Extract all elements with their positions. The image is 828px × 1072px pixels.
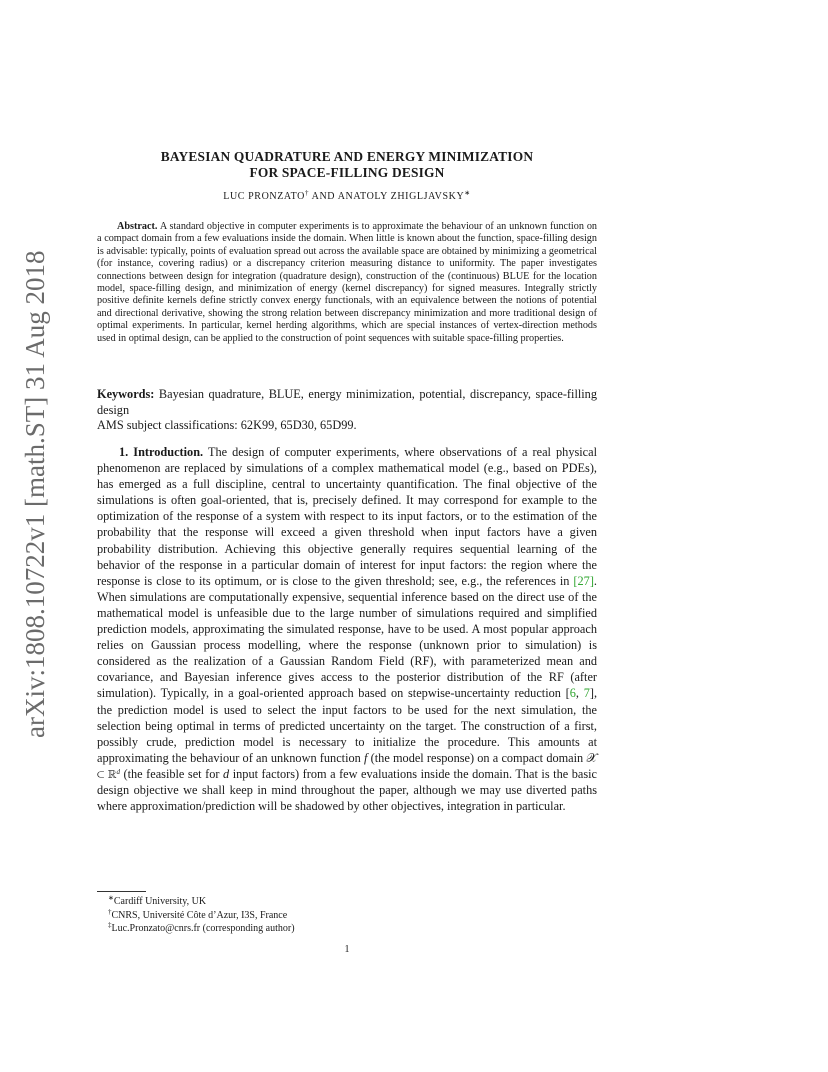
footnote-rule [97,891,146,892]
math-d-superscript: d [116,767,120,776]
title-line-2: FOR SPACE-FILLING DESIGN [249,165,445,180]
page-number: 1 [344,944,350,955]
footnote-3-text: Luc.Pronzato@cnrs.fr (corresponding author) [111,923,295,935]
citation-link-27[interactable]: [27] [573,573,594,588]
author-2: ANATOLY ZHIGLJAVSKY [337,191,465,202]
intro-text-part-4: (the model response) on a compact domain [370,750,584,765]
footnote-3 [108,922,508,936]
citation-separator: , [575,686,584,701]
arxiv-identifier-stamp: arXiv:1808.10722v1 [math.ST] 31 Aug 2018 [20,250,50,738]
intro-text-part-2: . When simulations are computationally expensive, sequential inference based on the direct use of the mathematical model is unfeasible due to the large number of simulations required and simplified prediction models, approximating the simulated response, have to be used. A most popular approach relies on Gaussian process modelling, where the response (unknown prior to simulation) is considered as the realization of a Gaussian Random Field (RF), with parameterized mean and covariance, and Bayesian inference gives access to the posterior distribution of the RF (after simulation). Typically, in a goal-oriented approach based on stepwise-uncertainty reduction [ [97,573,597,701]
footnote-2-text: CNRS, Université Côte d’Azur, I3S, France [111,909,288,921]
author-line [96,191,598,202]
abstract [97,221,597,345]
footnote-1-text: Cardiff University, UK [113,896,207,907]
footnote-3-mark: ‡ [108,921,112,930]
intro-text-part-5: (the feasible set for [123,766,220,781]
ams-classifications: AMS subject classifications: 62K99, 65D30, 65D99. [97,418,357,432]
abstract-text: A standard objective in computer experiments is to approximate the behaviour of an unknown function on a compact domain from a few evaluations inside the domain. When little is known about the function, space-filling design is advisable: typically, points of evaluation spread out across the available space are obtained by minimizing a geometrical (for instance, covering radius) or a discrepancy criterion measuring distance to uniformity. The paper investigates connections between design for integration (quadrature design), construction of the (continuous) BLUE for the location model, space-filling design, and minimization of energy (kernel discrepancy) for signed measures. Integrally strictly positive definite kernels define strictly convex energy functionals, with an equivalence between the notions of potential and directional derivative, showing the strong relation between discrepancy minimization and more traditional design of optimal experiments. In particular, kernel herding algorithms, which are special instances of vertex-direction methods used in optimal design, can be applied to the construction of point sequences with suitable space-filling properties. [97,221,598,344]
intro-text-part-3: ], the prediction model is used to select the input factors to be used for the next simulation, the selection being optimal in terms of predicted uncertainty on the target. The construction of a first, possibly crude, prediction model is necessary to initialize the procedure. This amounts at approximating the behaviour of an unknown function [97,686,598,765]
footnote-1-mark: ∗ [108,894,114,902]
citation-link-7[interactable]: 7 [583,686,590,701]
paper-title [96,149,598,181]
author-conjunction: AND [311,191,336,202]
introduction-section [97,444,597,814]
intro-text-part-1: The design of computer experiments, where observations of a real physical phenomenon are replaced by simulations of a complex mathematical model (e.g., based on PDEs), has emerged as a full discipline, central to uncertainty quantification. The final objective of the simulations is often goal-oriented, that is, precisely defined. It may correspond for example to the optimization of the response of a system with respect to its input factors, or to the estimation of the probability that the response will exceed a given threshold when input factors have a given probability distribution. Achieving this objective generally requires sequential learning of the behavior of the response in a particular domain of interest for input factors: the region where the response is close to its optimum, or is close to the given threshold; see, e.g., the references in [97,445,598,588]
footnote-2-mark: † [108,907,112,916]
section-heading: 1. Introduction. [119,445,204,459]
author-2-mark: ∗ [464,189,471,197]
keywords-block [97,387,597,434]
abstract-label: Abstract. [117,221,158,232]
footnote-2 [108,909,508,923]
intro-text-part-6: input factors) from a few evaluations inside the domain. That is the basic design objective we shall keep in mind throughout the paper, although we may use diverted paths where approximation/prediction will be shadowed by other objectives, integration in particular. [97,766,598,814]
footnote-1 [108,895,508,909]
math-f: f [364,750,368,765]
math-d: d [223,766,230,781]
title-line-1: BAYESIAN QUADRATURE AND ENERGY MINIMIZATION [160,149,534,164]
keywords-text: Bayesian quadrature, BLUE, energy minimization, potential, discrepancy, space-filling design [97,387,597,417]
author-1: LUC PRONZATO [223,191,305,202]
keywords-label: Keywords: [97,387,155,401]
keywords-line [97,387,597,418]
author-1-mark: † [304,189,310,197]
math-domain: 𝒳 ⊂ ℝ [97,750,597,781]
citation-link-6[interactable]: 6 [569,686,576,701]
footnotes [108,895,508,936]
